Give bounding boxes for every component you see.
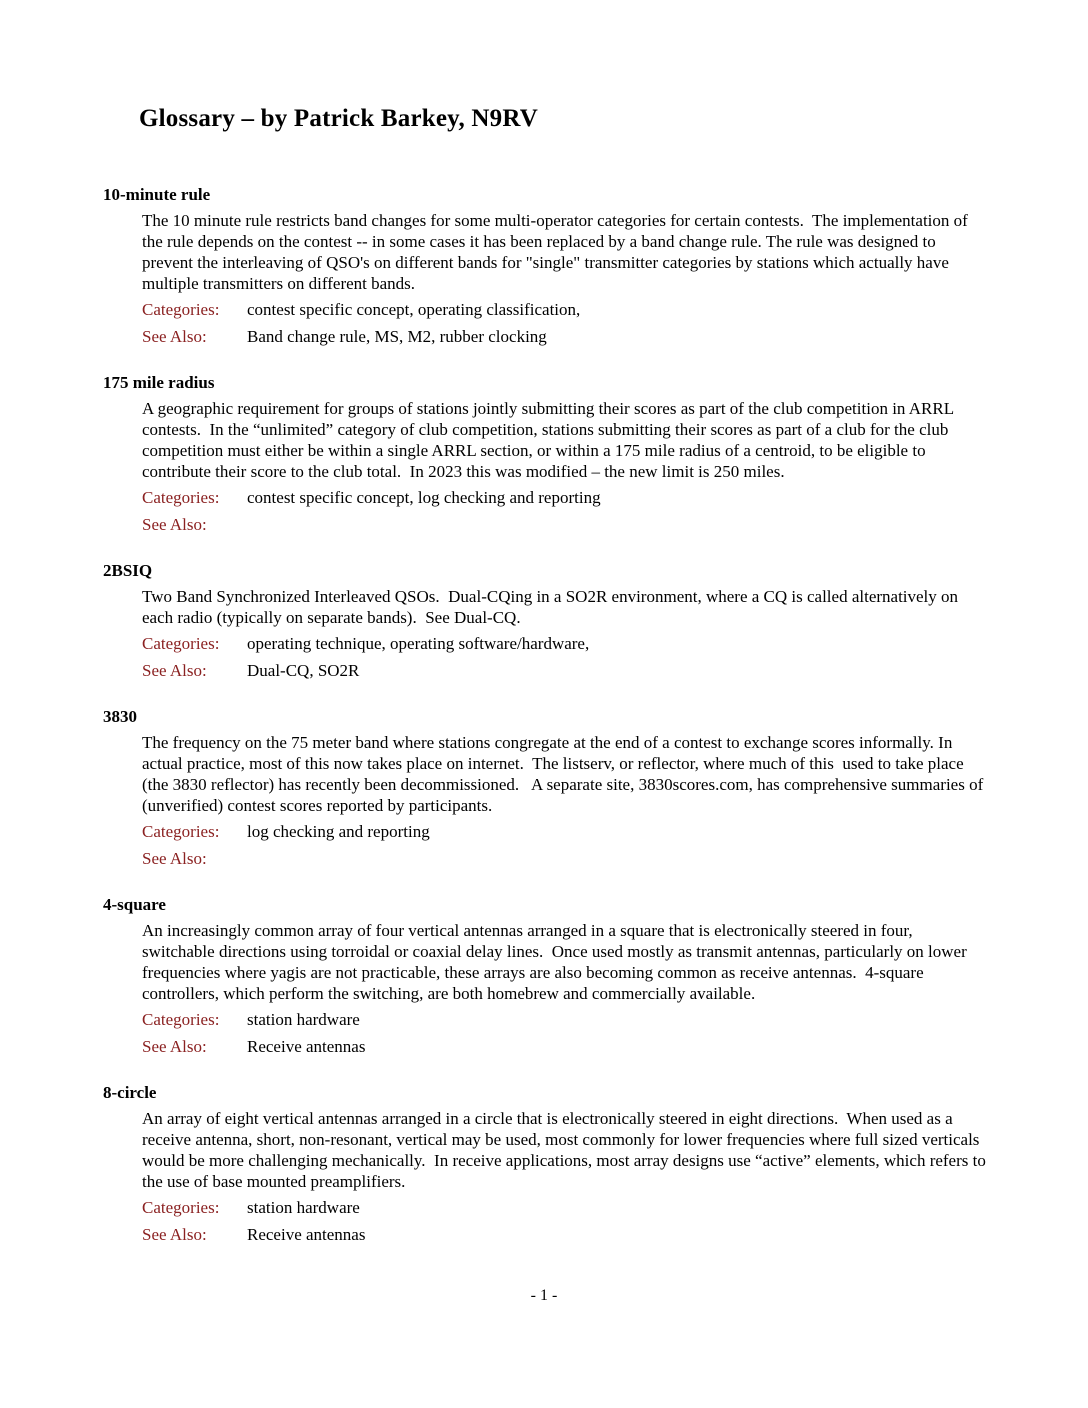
- see-also-row: [142, 1224, 1088, 1245]
- see-also-value: Dual-CQ, SO2R: [247, 661, 360, 680]
- term-heading: 4-square: [103, 895, 166, 914]
- glossary-entry: [0, 894, 1088, 1057]
- term-heading: 175 mile radius: [103, 373, 215, 392]
- see-also-value: Band change rule, MS, M2, rubber clocking: [247, 327, 547, 346]
- categories-row: [142, 1197, 1088, 1218]
- categories-label: Categories:: [142, 1010, 220, 1029]
- see-also-row: [142, 1036, 1088, 1057]
- definition-text: An array of eight vertical antennas arranged in a circle that is electronically steered in eight directions. When used as a receive antenna, short, non-resonant, vertical may be used, most commonly for lower frequencies where full sized verticals would be more challenging mechanically. In receive applications, most array designs use “active” elements, which refers to the use of base mounted preamplifiers.: [142, 1109, 991, 1191]
- see-also-label: See Also:: [142, 1037, 207, 1056]
- categories-row: [142, 299, 1088, 320]
- categories-row: [142, 487, 1088, 508]
- page-number: - 1 -: [530, 1287, 558, 1304]
- glossary-entry: [0, 1082, 1088, 1245]
- glossary-entry: [0, 560, 1088, 681]
- categories-label: Categories:: [142, 300, 220, 319]
- glossary-entry: [0, 706, 1088, 869]
- entry-spacer: [0, 681, 1088, 706]
- definition-text: A geographic requirement for groups of stations jointly submitting their scores as part of the club competition in ARRL contests. In the “unlimited” category of club competition, stations submitting their scores as part of a club for the club competition must either be within a single ARRL section, or within a 175 mile radius of a centroid, to be eligible to contribute their score to the club total. In 2023 this was modified – the new limit is 250 miles.: [142, 399, 958, 481]
- see-also-row: [142, 660, 1088, 681]
- see-also-label: See Also:: [142, 661, 207, 680]
- categories-value: station hardware: [247, 1010, 360, 1029]
- see-also-row: [142, 326, 1088, 347]
- definition-text: Two Band Synchronized Interleaved QSOs. Dual-CQing in a SO2R environment, where a CQ is called alternatively on each radio (typically on separate bands). See Dual-CQ.: [142, 587, 963, 627]
- categories-value: contest specific concept, log checking and reporting: [247, 488, 601, 507]
- categories-label: Categories:: [142, 1198, 220, 1217]
- entry-spacer: [0, 1057, 1088, 1082]
- see-also-label: See Also:: [142, 1225, 207, 1244]
- see-also-label: See Also:: [142, 849, 207, 868]
- categories-label: Categories:: [142, 634, 220, 653]
- categories-label: Categories:: [142, 822, 220, 841]
- entry-spacer: [0, 347, 1088, 372]
- categories-row: [142, 633, 1088, 654]
- categories-value: log checking and reporting: [247, 822, 430, 841]
- term-heading: 2BSIQ: [103, 561, 153, 580]
- see-also-row: [142, 848, 1088, 869]
- categories-value: contest specific concept, operating classification,: [247, 300, 581, 319]
- categories-row: [142, 1009, 1088, 1030]
- glossary-entry: [0, 184, 1088, 347]
- see-also-value: Receive antennas: [247, 1225, 366, 1244]
- term-heading: 3830: [103, 707, 137, 726]
- term-heading: 8-circle: [103, 1083, 157, 1102]
- categories-value: operating technique, operating software/hardware,: [247, 634, 590, 653]
- categories-value: station hardware: [247, 1198, 360, 1217]
- see-also-label: See Also:: [142, 327, 207, 346]
- page-title: Glossary – by Patrick Barkey, N9RV: [139, 105, 538, 132]
- categories-row: [142, 821, 1088, 842]
- glossary-entry: [0, 372, 1088, 535]
- term-heading: 10-minute rule: [103, 185, 211, 204]
- definition-text: The frequency on the 75 meter band where stations congregate at the end of a contest to exchange scores informally. In actual practice, most of this now takes place on internet. The listserv, or reflector, where much of this used to take place (the 3830 reflector) has recently been decommissioned. A separate site, 3830scores.com, has comprehensive summaries of (unverified) contest scores reported by participants.: [142, 733, 988, 815]
- see-also-row: [142, 514, 1088, 535]
- definition-text: The 10 minute rule restricts band changes for some multi-operator categories for certain contests. The implementation of the rule depends on the contest -- in some cases it has been replaced by a band change rule. The rule was designed to prevent the interleaving of QSO's on different bands for "single" transmitter categories by stations which actually have multiple transmitters on different bands.: [142, 211, 973, 293]
- see-also-value: Receive antennas: [247, 1037, 366, 1056]
- see-also-label: See Also:: [142, 515, 207, 534]
- entry-spacer: [0, 535, 1088, 560]
- glossary-entries: [0, 184, 1088, 1245]
- definition-text: An increasingly common array of four vertical antennas arranged in a square that is electronically steered in four, switchable directions using torroidal or coaxial delay lines. Once used mostly as transmit antennas, particularly on lower frequencies where yagis are not practicable, these arrays are also becoming common as receive antennas. 4-square controllers, which perform the switching, are both homebrew and commercially available.: [142, 921, 971, 1003]
- categories-label: Categories:: [142, 488, 220, 507]
- entry-spacer: [0, 869, 1088, 894]
